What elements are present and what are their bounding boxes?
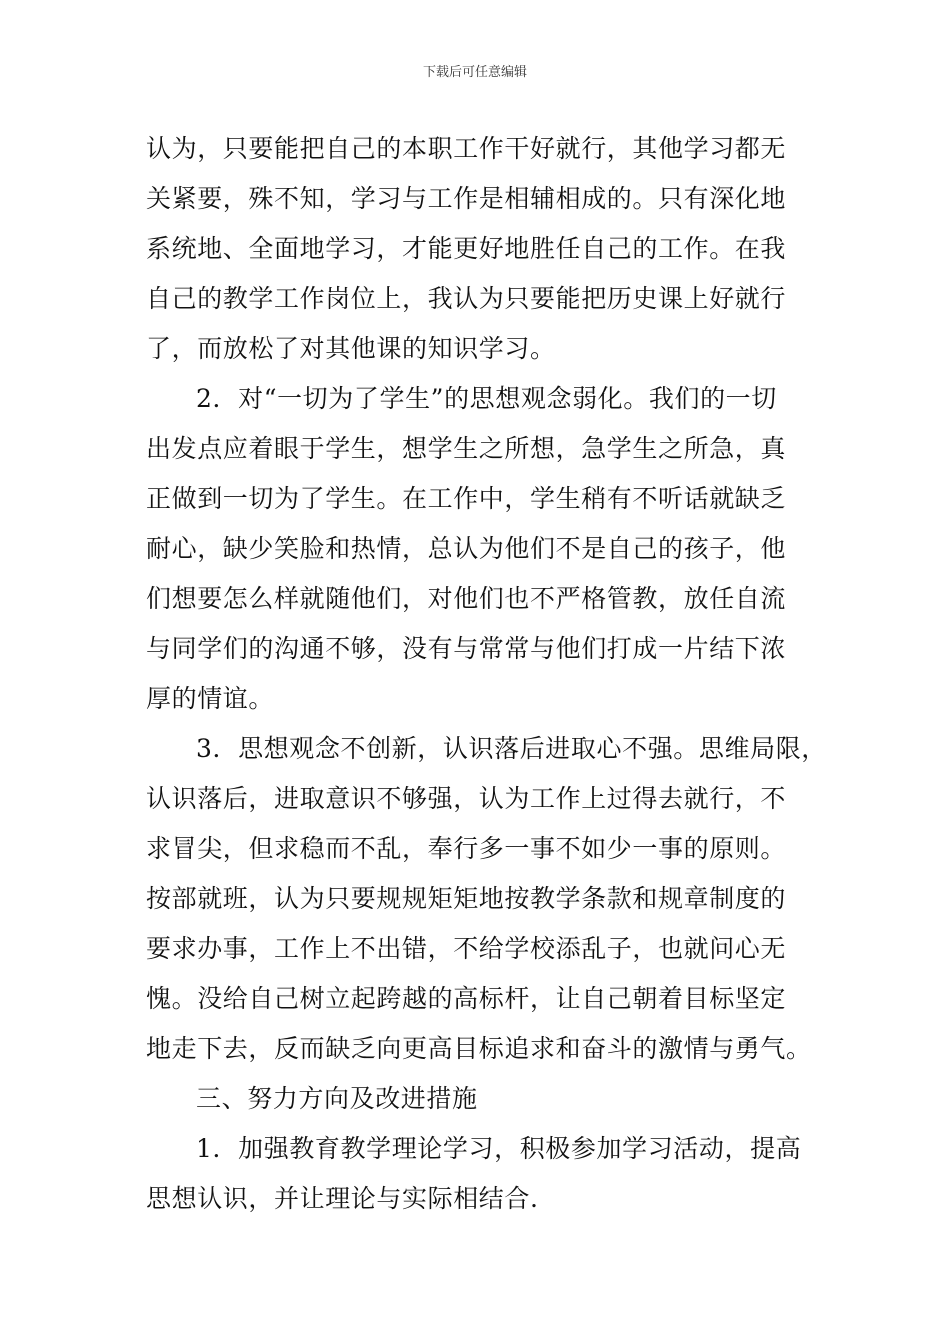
text-line: 关紧要，殊不知，学习与工作是相辅相成的。只有深化地 — [146, 184, 787, 213]
text-line: 认识落后，进取意识不够强，认为工作上过得去就行，不 — [146, 784, 787, 813]
text-line: 正做到一切为了学生。在工作中，学生稍有不听话就缺乏 — [146, 484, 787, 513]
text-line: 地走下去，反而缺乏向更高目标追求和奋斗的激情与勇气。 — [146, 1034, 812, 1063]
page-header: 下载后可任意编辑 — [422, 65, 527, 80]
paragraph-start-line: 1．加强教育教学理论学习，积极参加学习活动，提高 — [196, 1134, 802, 1163]
text-line: 要求办事，工作上不出错，不给学校添乱子，也就问心无 — [146, 934, 787, 963]
text-line: 按部就班，认为只要规规矩矩地按教学条款和规章制度的 — [146, 884, 787, 913]
text-line: 们想要怎么样就随他们，对他们也不严格管教，放任自流 — [146, 584, 787, 613]
text-line: 厚的情谊。 — [146, 684, 275, 713]
paragraph-start-line: 2．对“一切为了学生”的思想观念弱化。我们的一切 — [196, 384, 777, 413]
section-heading: 三、努力方向及改进措施 — [196, 1084, 478, 1113]
text-line: 了，而放松了对其他课的知识学习。 — [146, 334, 556, 363]
text-line: 出发点应着眼于学生，想学生之所想，急学生之所急，真 — [146, 434, 787, 463]
text-line: 思想认识，并让理论与实际相结合. — [146, 1184, 539, 1213]
text-line: 与同学们的沟通不够，没有与常常与他们打成一片结下浓 — [146, 634, 787, 663]
document-body — [146, 124, 827, 1224]
text-line: 认为，只要能把自己的本职工作干好就行，其他学习都无 — [146, 134, 787, 163]
text-line: 自己的教学工作岗位上，我认为只要能把历史课上好就行 — [146, 284, 787, 313]
text-line: 耐心，缺少笑脸和热情，总认为他们不是自己的孩子，他 — [146, 534, 787, 563]
text-line: 求冒尖，但求稳而不乱，奉行多一事不如少一事的原则。 — [146, 834, 787, 863]
paragraph-start-line: 3．思想观念不创新，认识落后进取心不强。思维局限， — [196, 734, 827, 763]
text-line: 系统地、全面地学习，才能更好地胜任自己的工作。在我 — [146, 234, 787, 263]
text-line: 愧。没给自己树立起跨越的高标杆，让自己朝着目标坚定 — [146, 984, 787, 1013]
